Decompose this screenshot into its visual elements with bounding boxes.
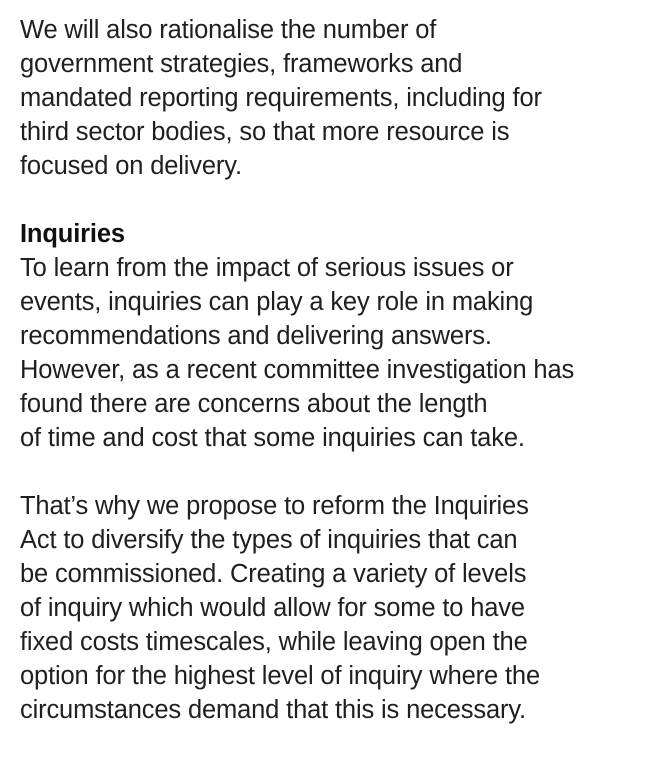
reform-paragraph xyxy=(20,489,640,727)
paragraph-line: To learn from the impact of serious issues or xyxy=(20,254,514,282)
paragraph-line: fixed costs timescales, while leaving open the xyxy=(20,628,528,656)
paragraph-line: government strategies, frameworks and xyxy=(20,50,463,78)
paragraph-line: That’s why we propose to reform the Inquiries xyxy=(20,492,529,520)
paragraph-line: of inquiry which would allow for some to have xyxy=(20,594,525,622)
paragraph-spacer xyxy=(20,455,640,489)
section-heading: Inquiries xyxy=(20,220,125,248)
paragraph-line: found there are concerns about the length xyxy=(20,390,488,418)
paragraph-line: circumstances demand that this is necessary. xyxy=(20,696,526,724)
inquiries-paragraph xyxy=(20,251,640,455)
paragraph-line: option for the highest level of inquiry where the xyxy=(20,662,540,690)
intro-paragraph xyxy=(20,13,640,183)
paragraph-line: Act to diversify the types of inquiries that can xyxy=(20,526,518,554)
paragraph-line: mandated reporting requirements, including for xyxy=(20,84,542,112)
paragraph-line: of time and cost that some inquiries can take. xyxy=(20,424,525,452)
paragraph-line: recommendations and delivering answers. xyxy=(20,322,492,350)
paragraph-spacer xyxy=(20,183,640,217)
paragraph-line: events, inquiries can play a key role in making xyxy=(20,288,534,316)
paragraph-line: be commissioned. Creating a variety of levels xyxy=(20,560,527,588)
document-page xyxy=(20,13,640,727)
paragraph-line: However, as a recent committee investigation has xyxy=(20,356,575,384)
paragraph-line: focused on delivery. xyxy=(20,152,242,180)
paragraph-line: We will also rationalise the number of xyxy=(20,16,437,44)
paragraph-line: third sector bodies, so that more resource is xyxy=(20,118,510,146)
